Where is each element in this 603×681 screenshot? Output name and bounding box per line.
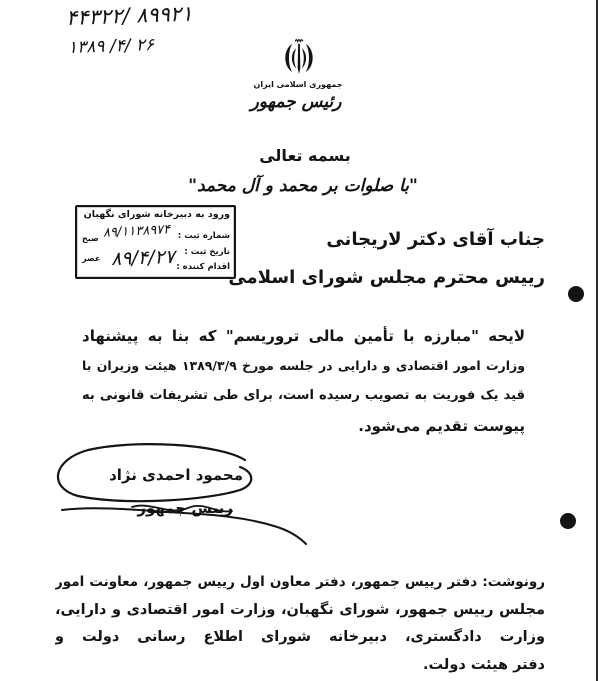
cc-line-3: وزارت دادگستری، دبیرخانه شورای اطلاع رسانی دولت و: [55, 629, 545, 645]
stamp-handler-label: اقدام کننده :: [176, 262, 230, 272]
letterhead-country: جمهوری اسلامی ایران: [253, 80, 343, 89]
signatory-title: رییس جمهور: [137, 499, 233, 517]
cc-line-2: مجلس رییس جمهور، شورای نگهبان، وزارت امور اقتصادی و دارایی،: [55, 601, 545, 618]
invocation: بسمه تعالی: [259, 146, 351, 165]
handwritten-signature: [40, 430, 320, 550]
body-line-4: پیوست تقدیم می‌شود.: [358, 417, 525, 435]
cc-line-4: دفتر هیئت دولت.: [423, 656, 545, 673]
stamp-evening-label: عصر: [82, 254, 101, 263]
stamp-registration-number: ۸۹/۱۱۳۸۹۷۴: [102, 222, 171, 241]
body-line-3: قید یک فوریت به تصویب رسیده است، برای طی تشریفات قانونی به: [82, 388, 525, 403]
signatory-name: محمود احمدی نژاد: [109, 466, 243, 484]
reference-number: ۴۴۳۲۲/ ۸۹۹۲۱: [65, 1, 193, 30]
body-line-2: وزارت امور اقتصادی و دارایی در جلسه مورخ ۱۳۸۹/۳/۹ هیئت وزیران با: [82, 358, 525, 373]
body-line-1: لایحه "مبارزه با تأمین مالی تروریسم" که بنا به پیشنهاد: [82, 327, 525, 345]
recipient-title: رییس محترم مجلس شورای اسلامی: [228, 267, 545, 288]
stamp-morning-label: صبح: [82, 234, 99, 243]
hole-punch-mark: [560, 513, 576, 529]
scan-edge-line: [596, 0, 598, 681]
cc-list: [55, 569, 545, 679]
hole-punch-mark: [568, 286, 584, 302]
cc-line-1: رونوشت: دفتر رییس جمهور، دفتر معاون اول رییس جمهور، معاونت امور: [55, 574, 545, 590]
reference-date: ۱۳۸۹ /۴/ ۲۶: [67, 34, 155, 58]
iran-emblem-icon: [282, 36, 316, 76]
letter-body: [82, 321, 525, 441]
stamp-registration-date-label: تاریخ ثبت :: [184, 247, 230, 257]
letterhead-office: رئیس جمهور: [250, 92, 342, 112]
registration-stamp: [75, 205, 236, 279]
stamp-registration-number-label: شماره ثبت :: [177, 231, 230, 241]
salutation: "با صلوات بر محمد و آل محمد": [188, 176, 418, 196]
stamp-title: ورود به دبیرخانه شورای نگهبان: [83, 209, 230, 220]
recipient-name: جناب آقای دکتر لاریجانی: [326, 229, 545, 250]
stamp-registration-date: ۸۹/۴/۲۷: [110, 245, 176, 271]
